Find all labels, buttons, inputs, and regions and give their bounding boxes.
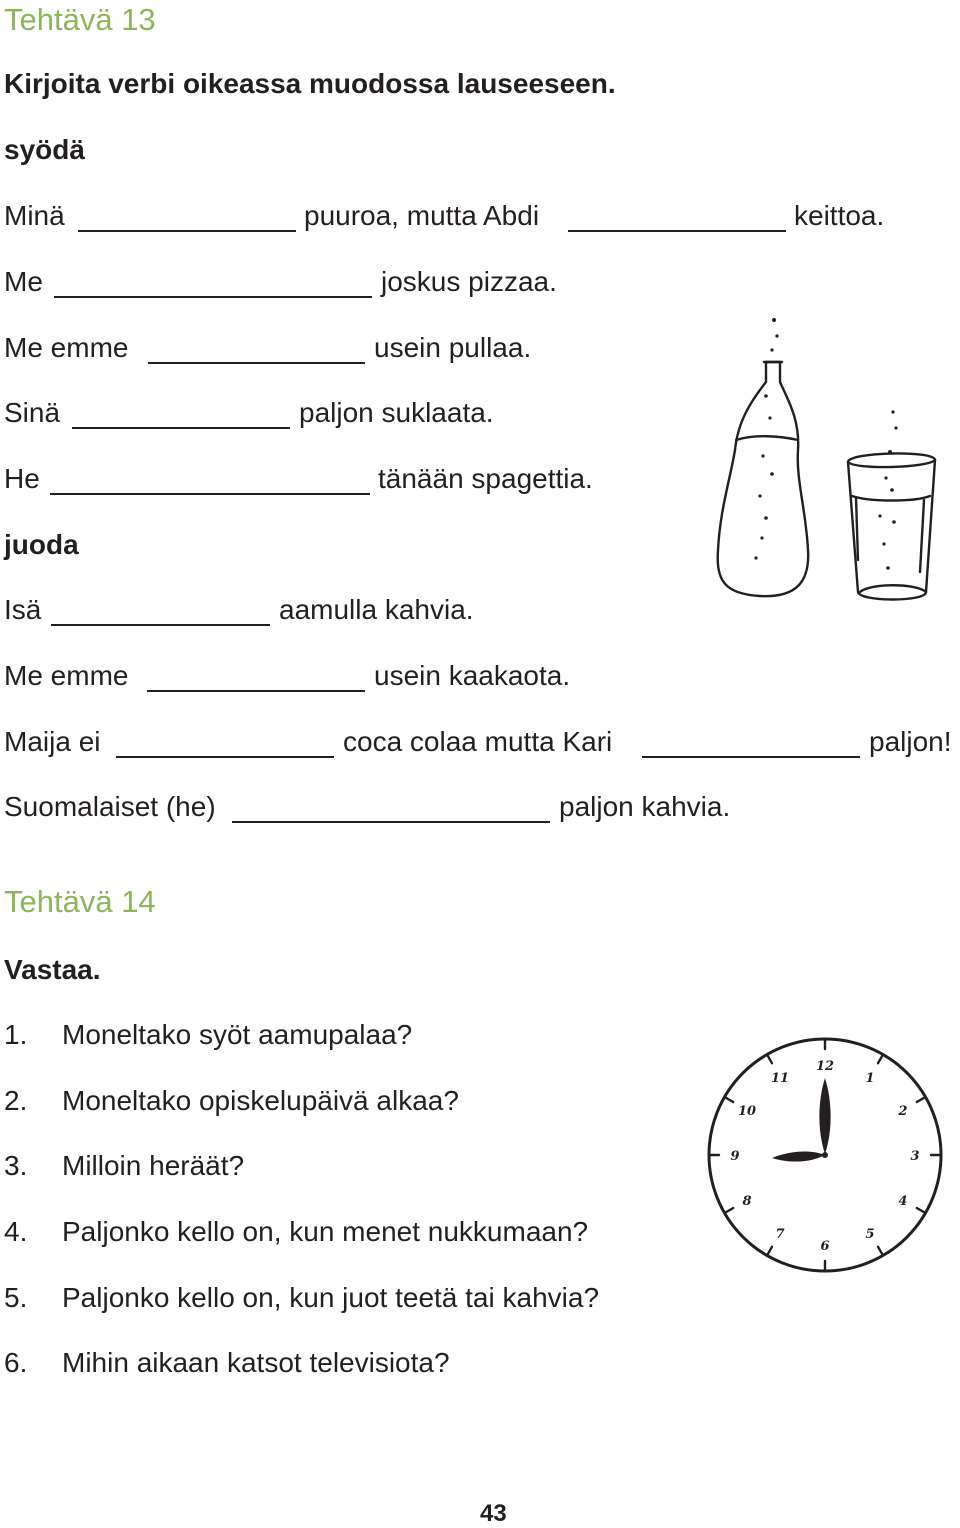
task13-instruction: Kirjoita verbi oikeassa muodossa lauseeseen. (4, 68, 616, 99)
s8-blank-1[interactable] (116, 756, 334, 758)
s9-subject: Suomalaiset (he) (4, 791, 216, 822)
clock-tick (878, 1247, 883, 1256)
s4-subject: Sinä (4, 397, 61, 428)
clock-tick (917, 1208, 926, 1213)
task13-heading: Tehtävä 13 (4, 2, 156, 37)
s9-rest: paljon kahvia. (559, 791, 731, 822)
clock-numeral: 8 (742, 1194, 752, 1209)
s2-blank[interactable] (54, 296, 372, 298)
verb-juoda: juoda (4, 529, 79, 560)
s9-blank[interactable] (232, 821, 550, 823)
clock-tick (767, 1055, 772, 1064)
question-number: 6. (4, 1347, 28, 1378)
s5-blank[interactable] (50, 493, 370, 495)
clock-tick (767, 1247, 772, 1256)
s7-rest: usein kaakaota. (374, 660, 571, 691)
s4-rest: paljon suklaata. (299, 397, 494, 428)
s7-blank[interactable] (147, 690, 365, 692)
s3-blank[interactable] (148, 362, 365, 364)
clock-tick (878, 1055, 883, 1064)
hour-hand (772, 1152, 825, 1162)
s2-rest: joskus pizzaa. (381, 266, 557, 297)
page-number: 43 (480, 1500, 507, 1527)
s6-rest: aamulla kahvia. (279, 594, 474, 625)
s6-subject: Isä (4, 594, 42, 625)
question-number: 1. (4, 1019, 28, 1050)
clock-tick (917, 1097, 926, 1102)
s8-middle: coca colaa mutta Kari (343, 726, 613, 757)
question-text: Paljonko kello on, kun juot teetä tai kahvia? (62, 1282, 600, 1313)
question-text: Paljonko kello on, kun menet nukkumaan? (62, 1216, 589, 1247)
clock-numeral: 7 (775, 1226, 785, 1242)
clock-illustration (700, 1030, 950, 1280)
question-number: 4. (4, 1216, 28, 1247)
clock-numeral: 2 (898, 1104, 908, 1119)
clock-numeral: 4 (898, 1194, 908, 1209)
s1-blank-1[interactable] (78, 230, 296, 232)
s2-subject: Me (4, 266, 43, 297)
clock-numeral: 12 (815, 1059, 835, 1074)
s1-end: keittoa. (794, 200, 885, 231)
clock-tick (725, 1097, 734, 1102)
s6-blank[interactable] (51, 624, 270, 626)
s8-blank-2[interactable] (642, 756, 860, 758)
question-number: 2. (4, 1085, 28, 1116)
s1-subject: Minä (4, 200, 65, 231)
clock-numeral: 11 (770, 1071, 790, 1087)
verb-syoda: syödä (4, 134, 85, 165)
s1-middle: puuroa, mutta Abdi (304, 200, 540, 231)
question-text: Milloin heräät? (62, 1150, 245, 1181)
task14-heading: Tehtävä 14 (4, 884, 156, 919)
s3-rest: usein pullaa. (374, 332, 532, 363)
clock-tick (725, 1208, 734, 1213)
clock-numeral: 3 (910, 1149, 920, 1164)
s5-subject: He (4, 463, 40, 494)
s7-subject: Me emme (4, 660, 129, 691)
s8-subject: Maija ei (4, 726, 101, 757)
question-number: 3. (4, 1150, 28, 1181)
bottle-and-glass-illustration (700, 300, 950, 620)
s8-end: paljon! (869, 726, 952, 757)
clock-numeral: 6 (820, 1239, 830, 1254)
question-text: Moneltako syöt aamupalaa? (62, 1019, 413, 1050)
clock-numeral: 9 (730, 1149, 740, 1164)
minute-hand (819, 1078, 830, 1154)
s3-subject: Me emme (4, 332, 129, 363)
question-text: Mihin aikaan katsot televisiota? (62, 1347, 450, 1378)
s1-blank-2[interactable] (568, 230, 786, 232)
s5-rest: tänään spagettia. (378, 463, 593, 494)
clock-numeral: 10 (738, 1104, 757, 1119)
clock-numeral: 5 (865, 1226, 875, 1242)
task14-instruction: Vastaa. (4, 954, 101, 985)
question-number: 5. (4, 1282, 28, 1313)
s4-blank[interactable] (72, 427, 290, 429)
question-text: Moneltako opiskelupäivä alkaa? (62, 1085, 459, 1116)
clock-numeral: 1 (865, 1071, 875, 1087)
